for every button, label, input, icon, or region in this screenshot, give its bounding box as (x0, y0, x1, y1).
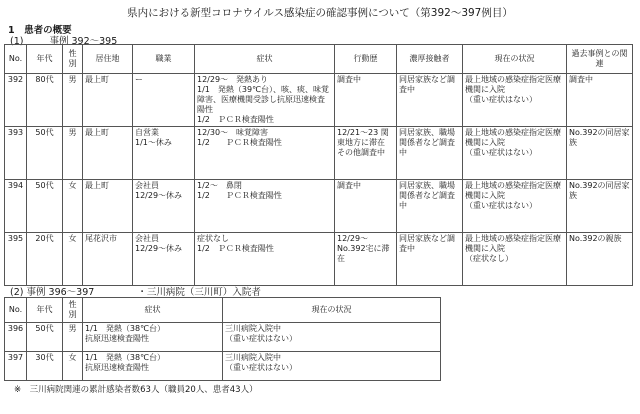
col-header-residence: 居住地 (83, 45, 133, 74)
cell-sex: 女 (63, 180, 83, 233)
cell-contacts: 同居家族など調査中 (397, 233, 463, 286)
col-header-symptoms: 症状 (195, 45, 335, 74)
case-table-392-395 (4, 44, 633, 286)
cell-job: 会社員 12/29～休み (133, 233, 195, 286)
cell-age: 80代 (27, 74, 63, 127)
cell-job: 自営業 1/1～休み (133, 127, 195, 180)
cell-age: 50代 (27, 323, 63, 352)
cell-relation: No.392の同居家族 (567, 180, 633, 233)
cell-no: 393 (5, 127, 27, 180)
table-header-row (5, 298, 441, 323)
col-header-status: 現在の状況 (463, 45, 567, 74)
cell-job: 会社員 12/29～休み (133, 180, 195, 233)
cell-sex: 男 (63, 127, 83, 180)
cell-contacts: 同居家族、職場関係者など調査中 (397, 180, 463, 233)
cell-relation: No.392の親族 (567, 233, 633, 286)
cell-history: 調査中 (335, 180, 397, 233)
cell-relation: No.392の同居家族 (567, 127, 633, 180)
col-header-sex: 性別 (63, 45, 83, 74)
section2-subheading-no: (2) (10, 287, 24, 298)
cell-symptoms: 1/1 発熱（38℃台） 抗原迅速検査陽性 (83, 352, 223, 381)
col-header-no: No. (5, 45, 27, 74)
col-header-age: 年代 (27, 298, 63, 323)
cell-symptoms: 12/30～ 味覚障害 1/2 ＰＣＲ検査陽性 (195, 127, 335, 180)
cell-sex: 男 (63, 323, 83, 352)
col-header-age: 年代 (27, 45, 63, 74)
cell-age: 50代 (27, 127, 63, 180)
table-row (5, 180, 633, 233)
section1-subheading-no: (1) (10, 36, 24, 47)
case-table-396-397 (4, 297, 441, 381)
table-row (5, 127, 633, 180)
table-row (5, 323, 441, 352)
table-row (5, 352, 441, 381)
cell-sex: 男 (63, 74, 83, 127)
cell-status: 三川病院入院中 （重い症状はない） (223, 352, 441, 381)
cell-residence: 最上町 (83, 127, 133, 180)
col-header-status: 現在の状況 (223, 298, 441, 323)
cell-residence: 最上町 (83, 180, 133, 233)
table-row (5, 74, 633, 127)
cell-symptoms: 12/29～ 発熱あり 1/1 発熱（39℃台）、咳、痰、味覚障害、医療機関受診し抗原迅速検査陽性 1/2 ＰＣＲ検査陽性 (195, 74, 335, 127)
col-header-job: 職業 (133, 45, 195, 74)
cell-age: 20代 (27, 233, 63, 286)
cell-history: 12/21～23 関東地方に滞在 その他調査中 (335, 127, 397, 180)
cell-relation: 調査中 (567, 74, 633, 127)
cumulative-note: ※ 三川病院関連の累計感染者数63人（職員20人、患者43人） (14, 385, 258, 395)
cell-residence: 尾花沢市 (83, 233, 133, 286)
cell-contacts: 同居家族など調査中 (397, 74, 463, 127)
cell-status: 最上地域の感染症指定医療機関に入院 （重い症状はない） (463, 127, 567, 180)
cell-symptoms: 1/2～ 鼻閉 1/2 ＰＣＲ検査陽性 (195, 180, 335, 233)
cell-age: 50代 (27, 180, 63, 233)
table-header-row (5, 45, 633, 74)
cell-sex: 女 (63, 233, 83, 286)
section2-subheading-text: 事例 396～397 (26, 287, 95, 298)
section2-subheading (10, 284, 261, 298)
cell-history: 調査中 (335, 74, 397, 127)
cell-status: 最上地域の感染症指定医療機関に入院 （重い症状はない） (463, 180, 567, 233)
col-header-symptoms: 症状 (83, 298, 223, 323)
col-header-history: 行動歴 (335, 45, 397, 74)
table-row (5, 233, 633, 286)
col-header-relation: 過去事例との関連 (567, 45, 633, 74)
cell-no: 394 (5, 180, 27, 233)
cell-symptoms: 1/1 発熱（38℃台） 抗原迅速検査陽性 (83, 323, 223, 352)
col-header-sex: 性別 (63, 298, 83, 323)
cell-status: 最上地域の感染症指定医療機関に入院 （症状なし） (463, 233, 567, 286)
cell-contacts: 同居家族、職場関係者など調査中 (397, 127, 463, 180)
cell-residence: 最上町 (83, 74, 133, 127)
cell-age: 30代 (27, 352, 63, 381)
cell-symptoms: 症状なし 1/2 ＰＣＲ検査陽性 (195, 233, 335, 286)
section1-heading: 1 患者の概要 (8, 25, 72, 36)
cell-status: 三川病院入院中 （重い症状はない） (223, 323, 441, 352)
cell-no: 396 (5, 323, 27, 352)
cell-job: ー (133, 74, 195, 127)
cell-sex: 女 (63, 352, 83, 381)
section2-subtitle: ・三川病院（三川町）入院者 (137, 287, 261, 298)
cell-no: 392 (5, 74, 27, 127)
document-title: 県内における新型コロナウイルス感染症の確認事例について（第392～397例目） (127, 7, 513, 19)
col-header-contacts: 濃厚接触者 (397, 45, 463, 74)
cell-history: 12/29～ No.392宅に滞在 (335, 233, 397, 286)
col-header-no: No. (5, 298, 27, 323)
cell-no: 395 (5, 233, 27, 286)
cell-no: 397 (5, 352, 27, 381)
cell-status: 最上地域の感染症指定医療機関に入院 （重い症状はない） (463, 74, 567, 127)
section1-subheading-text: 事例 392～395 (49, 36, 118, 47)
